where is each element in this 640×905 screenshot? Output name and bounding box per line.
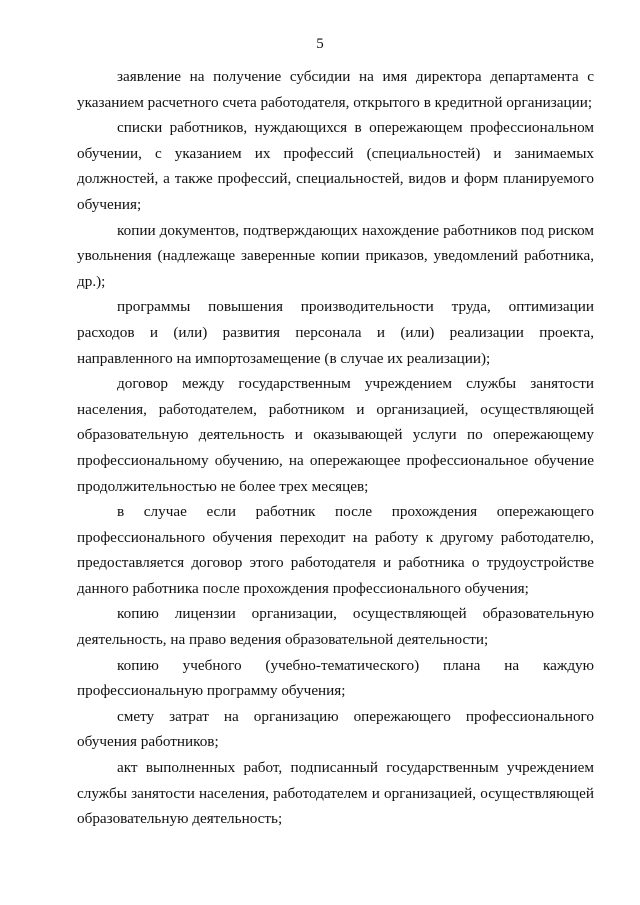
page-number: 5	[316, 36, 324, 52]
list-item-curriculum-copy: копию учебного (учебно-тематического) плана на каждую профессиональную программу обучения;	[77, 656, 594, 700]
list-item-training-agreement: договор между государственным учреждением службы занятости населения, работодателем, работником и организацией, осуществляющей образовательную деятельность и оказывающей услуги по опережающему профессиональному обучению, на опережающее профессиональное обучение продолжительностью не более трех месяцев;	[77, 375, 594, 495]
list-item-dismissal-documents: копии документов, подтверждающих нахождение работников под риском увольнения (надлежаще заверенные копии приказов, уведомлений работника, др.);	[77, 221, 594, 290]
list-item-license-copy: копию лицензии организации, осуществляющей образовательную деятельность, на право ведения образовательной деятельности;	[77, 605, 594, 649]
list-item-employment-transfer: в случае если работник после прохождения опережающего профессионального обучения переходит на работу к другому работодателю, предоставляется договор этого работодателя и работника о трудоустройстве данного работника после прохождения профессионального обучения;	[77, 503, 594, 597]
list-item-cost-estimate: смету затрат на организацию опережающего профессионального обучения работников;	[77, 707, 594, 751]
list-item-completion-act: акт выполненных работ, подписанный государственным учреждением службы занятости населения, работодателем и организацией, осуществляющей образовательную деятельность;	[77, 759, 594, 828]
document-body	[77, 64, 594, 832]
list-item-application: заявление на получение субсидии на имя директора департамента с указанием расчетного счета работодателя, открытого в кредитной организации;	[77, 68, 594, 111]
list-item-productivity-programs: программы повышения производительности труда, оптимизации расходов и (или) развития персонала и (или) реализации проекта, направленного на импортозамещение (в случае их реализации);	[77, 298, 594, 367]
list-item-employee-lists: списки работников, нуждающихся в опережающем профессиональном обучении, с указанием их профессий (специальностей) и занимаемых должностей, а также профессий, специальностей, видов и форм планируемого обучения;	[77, 119, 594, 213]
